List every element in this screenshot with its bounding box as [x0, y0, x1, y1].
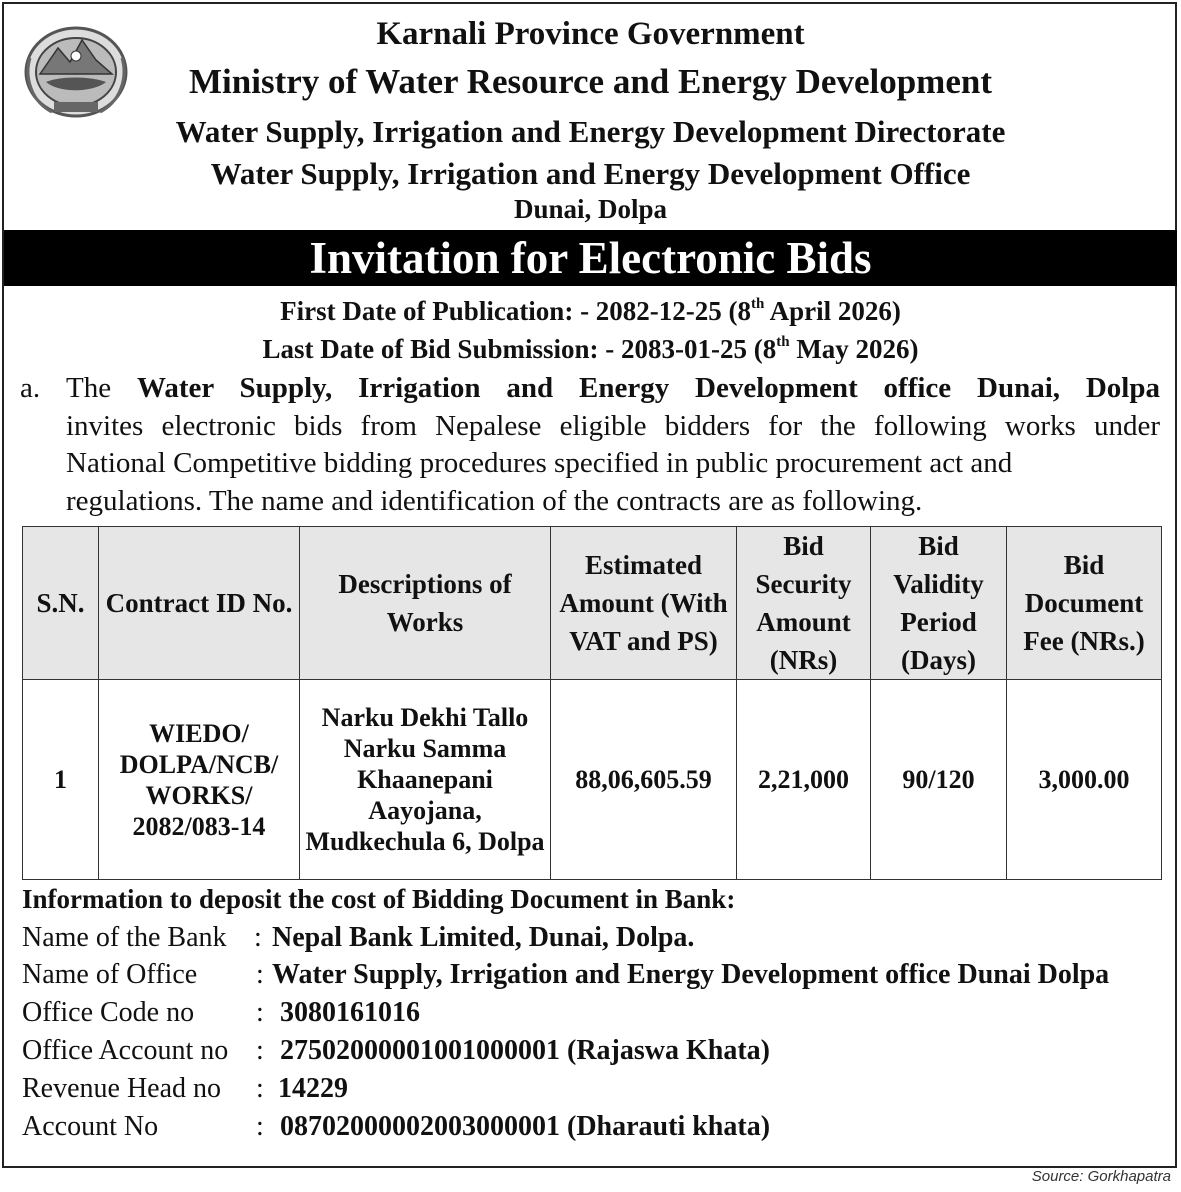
bank-info-colon: :	[256, 1035, 264, 1066]
bank-info-row	[22, 997, 420, 1029]
bank-info-colon: :	[256, 959, 264, 990]
bank-info-row	[22, 1073, 348, 1105]
column-header-estimated-amount: Estimated Amount (With VAT and PS)	[551, 527, 737, 680]
bank-info-row	[22, 1035, 770, 1067]
bank-info-row	[22, 922, 695, 954]
office-location: Dunai, Dolpa	[513, 194, 668, 224]
bank-info-label: Name of the Bank	[22, 922, 227, 953]
cell-validity: 90/120	[871, 680, 1007, 880]
source-credit: Source: Gorkhapatra	[1031, 1168, 1171, 1185]
bank-info-value: Water Supply, Irrigation and Energy Development office Dunai Dolpa	[272, 959, 1110, 990]
intro-paragraph	[66, 370, 1160, 520]
bank-info-label: Revenue Head no	[22, 1073, 222, 1104]
bank-info-row	[22, 959, 1110, 991]
intro-line-1: The Water Supply, Irrigation and Energy Development office Dunai, Dolpa	[66, 372, 1160, 404]
intro-line-4: regulations. The name and identification of the contracts are as following.	[66, 484, 923, 517]
first-publication-date: First Date of Publication: - 2082-12-25 (8th April 2026)	[280, 296, 901, 326]
bank-info-value: 27502000001001000001 (Rajaswa Khata)	[280, 1035, 770, 1066]
cell-doc-fee: 3,000.00	[1007, 680, 1162, 880]
column-header-contract-id: Contract ID No.	[99, 527, 300, 680]
bank-info-label: Office Account no	[22, 1035, 229, 1066]
paragraph-label: a.	[20, 372, 41, 404]
bank-info-value: 08702000002003000001 (Dharauti khata)	[280, 1111, 771, 1142]
intro-line-3: National Competitive bidding procedures specified in public procurement act and	[66, 447, 1013, 479]
bank-info-label: Office Code no	[22, 997, 195, 1028]
office-name: Water Supply, Irrigation and Energy Development Office	[210, 156, 971, 191]
notice-title-banner: Invitation for Electronic Bids	[4, 230, 1177, 286]
province-name: Karnali Province Government	[376, 16, 805, 52]
bank-info-colon: :	[254, 922, 262, 953]
bank-info-title: Information to deposit the cost of Bidding Document in Bank:	[22, 884, 736, 914]
cell-bid-security: 2,21,000	[737, 680, 871, 880]
cell-contract-id: WIEDO/ DOLPA/NCB/ WORKS/ 2082/083-14	[99, 680, 300, 880]
bank-info-value: 14229	[278, 1073, 348, 1104]
column-header-doc-fee: Bid Document Fee (NRs.)	[1007, 527, 1162, 680]
cell-sn: 1	[23, 680, 99, 880]
intro-line-2: invites electronic bids from Nepalese eligible bidders for the following works under	[66, 409, 1160, 442]
bank-info-label: Account No	[22, 1111, 159, 1142]
contracts-table	[22, 526, 1161, 880]
cell-estimated-amount: 88,06,605.59	[551, 680, 737, 880]
ministry-name: Ministry of Water Resource and Energy Development	[189, 62, 992, 101]
bank-info-colon: :	[256, 997, 264, 1028]
column-header-sn: S.N.	[23, 527, 99, 680]
bank-info-label: Name of Office	[22, 959, 198, 990]
bank-info-colon: :	[256, 1073, 264, 1104]
column-header-description: Descriptions of Works	[300, 527, 551, 680]
cell-description: Narku Dekhi Tallo Narku Samma Khaanepani Aayojana, Mudkechula 6, Dolpa	[300, 680, 551, 880]
table-row	[23, 680, 1162, 880]
bank-info-colon: :	[256, 1111, 264, 1142]
bank-info-value: 3080161016	[280, 997, 420, 1028]
column-header-bid-security: Bid Security Amount (NRs)	[737, 527, 871, 680]
directorate-name: Water Supply, Irrigation and Energy Development Directorate	[175, 114, 1006, 149]
last-submission-date: Last Date of Bid Submission: - 2083-01-25 (8th May 2026)	[262, 334, 919, 364]
table-header-row	[23, 527, 1162, 680]
bank-info-row	[22, 1111, 771, 1143]
column-header-validity: Bid Validity Period (Days)	[871, 527, 1007, 680]
bank-info-value: Nepal Bank Limited, Dunai, Dolpa.	[272, 922, 695, 953]
